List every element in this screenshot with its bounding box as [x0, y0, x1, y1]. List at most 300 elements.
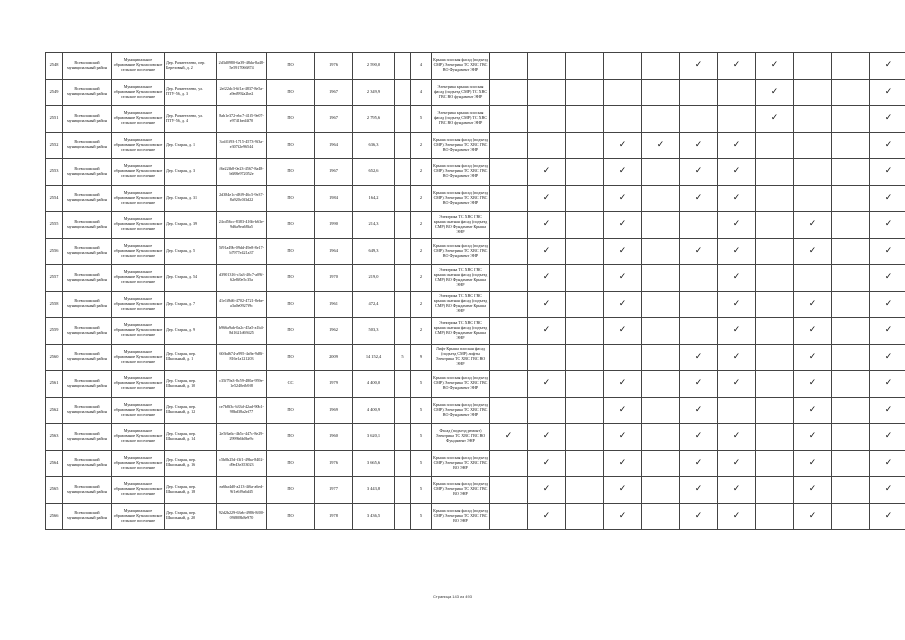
table-row [46, 185, 905, 212]
address-cell: Дер. Старая, д. 5 [165, 238, 217, 265]
build-year-cell: 1984 [315, 185, 353, 212]
empty-mark-cell [642, 238, 680, 265]
empty-mark-cell [756, 132, 794, 159]
empty-mark-cell [566, 318, 604, 345]
works-list-cell: Электрика ТС ХВС ГВС крыша скатная фасад (подъезд СМР) ВО Фундамент Крыша ЭНР [432, 318, 490, 345]
empty-mark-cell [490, 185, 528, 212]
district-cell: Всеволожский муниципальный район [63, 318, 112, 345]
empty-mark-cell [566, 212, 604, 239]
row-number: 2561 [46, 371, 63, 398]
floors-cell [395, 450, 411, 477]
entrances-cell: 5 [411, 477, 432, 504]
ownership-form-cell: СС [267, 371, 315, 398]
municipality-cell: Муниципальное образование Кузьмоловское сельское поселение [112, 265, 165, 292]
build-year-cell: 1967 [315, 159, 353, 186]
check-mark-icon: ✓ [718, 344, 756, 371]
housing-table [45, 52, 905, 530]
works-list-cell: Электрика ТС ХВС ГВС крыша скатная фасад (подъезд СМР) ВО Фундамент Крыша ЭНР [432, 265, 490, 292]
address-cell: Дер. Старая, д. 3 [165, 159, 217, 186]
check-mark-icon: ✓ [680, 159, 718, 186]
check-mark-icon: ✓ [870, 450, 905, 477]
fias-code-cell: 24cd56cc-8383-416b-b63e-9d6a9ea68fa5 [217, 212, 267, 239]
check-mark-icon: ✓ [870, 53, 905, 80]
floors-cell [395, 397, 411, 424]
empty-mark-cell [832, 159, 870, 186]
fias-code-cell: 2d3d0980-6a39-48da-8a48-5e5917066874 [217, 53, 267, 80]
empty-mark-cell [566, 503, 604, 530]
empty-mark-cell [832, 424, 870, 451]
empty-mark-cell [756, 371, 794, 398]
district-cell: Всеволожский муниципальный район [63, 265, 112, 292]
empty-mark-cell [832, 450, 870, 477]
empty-mark-cell [490, 106, 528, 133]
empty-mark-cell [718, 79, 756, 106]
works-list-cell: Крыша плоская фасад (подъезд СМР) Электрика ТС ХВС ГВС ВО ЭНР [432, 477, 490, 504]
area-cell: 164,2 [353, 185, 395, 212]
district-cell: Всеволожский муниципальный район [63, 132, 112, 159]
fias-code-cell: 2d384e1c-d8f9-46c5-9e37-8a920c0f3d22 [217, 185, 267, 212]
area-cell: 3 665,6 [353, 450, 395, 477]
check-mark-icon: ✓ [718, 212, 756, 239]
fias-code-cell: c35f79a3-8c59-480a-959e-1e5240efb9f8 [217, 371, 267, 398]
check-mark-icon: ✓ [528, 371, 566, 398]
ownership-form-cell: ПО [267, 212, 315, 239]
empty-mark-cell [490, 318, 528, 345]
check-mark-icon: ✓ [490, 424, 528, 451]
floors-cell [395, 159, 411, 186]
empty-mark-cell [642, 212, 680, 239]
build-year-cell: 1967 [315, 106, 353, 133]
build-year-cell: 1964 [315, 132, 353, 159]
check-mark-icon: ✓ [870, 238, 905, 265]
check-mark-icon: ✓ [794, 344, 832, 371]
check-mark-icon: ✓ [718, 424, 756, 451]
check-mark-icon: ✓ [604, 424, 642, 451]
area-cell: 472,4 [353, 291, 395, 318]
empty-mark-cell [680, 79, 718, 106]
check-mark-icon: ✓ [604, 397, 642, 424]
district-cell: Всеволожский муниципальный район [63, 371, 112, 398]
empty-mark-cell [566, 291, 604, 318]
check-mark-icon: ✓ [794, 318, 832, 345]
table-row [46, 318, 905, 345]
empty-mark-cell [756, 238, 794, 265]
fias-code-cell: 3cdf1f93-1715-4573-9f3a-e307f2e96544 [217, 132, 267, 159]
build-year-cell: 1976 [315, 53, 353, 80]
table-row [46, 503, 905, 530]
check-mark-icon: ✓ [794, 450, 832, 477]
check-mark-icon: ✓ [680, 397, 718, 424]
check-mark-icon: ✓ [528, 265, 566, 292]
empty-mark-cell [680, 212, 718, 239]
empty-mark-cell [490, 503, 528, 530]
check-mark-icon: ✓ [718, 238, 756, 265]
floors-cell [395, 79, 411, 106]
empty-mark-cell [642, 318, 680, 345]
empty-mark-cell [490, 53, 528, 80]
check-mark-icon: ✓ [794, 238, 832, 265]
district-cell: Всеволожский муниципальный район [63, 344, 112, 371]
ownership-form-cell: ПО [267, 79, 315, 106]
municipality-cell: Муниципальное образование Кузьмоловское сельское поселение [112, 132, 165, 159]
area-cell: 3 443,8 [353, 477, 395, 504]
works-list-cell: Крыша плоская фасад (подъезд СМР) Электрика ТС ХВС ГВС ВО Фундамент ЭНР [432, 159, 490, 186]
empty-mark-cell [832, 132, 870, 159]
empty-mark-cell [566, 106, 604, 133]
fias-code-cell: d3901316-c3a3-40c7-a09f-62e8f0e5c35a [217, 265, 267, 292]
floors-cell [395, 106, 411, 133]
ownership-form-cell: ПО [267, 397, 315, 424]
area-cell: 14 152,4 [353, 344, 395, 371]
empty-mark-cell [566, 344, 604, 371]
entrances-cell: 2 [411, 318, 432, 345]
fias-code-cell: 5f91a49b-09dd-49e8-8e17-b7977e421a37 [217, 238, 267, 265]
empty-mark-cell [642, 185, 680, 212]
municipality-cell: Муниципальное образование Кузьмоловское сельское поселение [112, 79, 165, 106]
area-cell: 4 400,0 [353, 371, 395, 398]
district-cell: Всеволожский муниципальный район [63, 185, 112, 212]
row-number: 2559 [46, 318, 63, 345]
check-mark-icon: ✓ [718, 477, 756, 504]
floors-cell [395, 212, 411, 239]
empty-mark-cell [832, 106, 870, 133]
check-mark-icon: ✓ [680, 185, 718, 212]
empty-mark-cell [566, 185, 604, 212]
works-list-cell: Крыша плоская фасад (подъезд СМР) Электрика ТС ХВС ГВС ВО ЭНР [432, 503, 490, 530]
check-mark-icon: ✓ [680, 450, 718, 477]
empty-mark-cell [528, 132, 566, 159]
empty-mark-cell [832, 185, 870, 212]
empty-mark-cell [642, 477, 680, 504]
works-list-cell: Электрика ТС ХВС ГВС крыша скатная фасад (подъезд СМР) ВО Фундамент Крыша ЭНР [432, 291, 490, 318]
check-mark-icon: ✓ [870, 477, 905, 504]
check-mark-icon: ✓ [604, 238, 642, 265]
empty-mark-cell [490, 397, 528, 424]
empty-mark-cell [794, 159, 832, 186]
build-year-cell: 1961 [315, 291, 353, 318]
address-cell: Дер. Старая, д. 1 [165, 132, 217, 159]
table-row [46, 265, 905, 292]
check-mark-icon: ✓ [870, 397, 905, 424]
check-mark-icon: ✓ [680, 53, 718, 80]
area-cell: 3 620,1 [353, 424, 395, 451]
empty-mark-cell [490, 212, 528, 239]
municipality-cell: Муниципальное образование Кузьмоловское сельское поселение [112, 291, 165, 318]
empty-mark-cell [832, 265, 870, 292]
check-mark-icon: ✓ [718, 291, 756, 318]
empty-mark-cell [794, 106, 832, 133]
check-mark-icon: ✓ [718, 503, 756, 530]
check-mark-icon: ✓ [604, 291, 642, 318]
area-cell: 2 349,9 [353, 79, 395, 106]
municipality-cell: Муниципальное образование Кузьмоловское сельское поселение [112, 238, 165, 265]
empty-mark-cell [642, 79, 680, 106]
works-list-cell: Электрика крыша плоская фасад (подъезд СМР) ТС ХВС ГВС ВО фундамент ЭНР [432, 79, 490, 106]
address-cell: Дер. Старая, пер. Школьный, д. 12 [165, 397, 217, 424]
check-mark-icon: ✓ [870, 503, 905, 530]
check-mark-icon: ✓ [718, 132, 756, 159]
page-footer: Страница 143 из 493 [433, 594, 472, 599]
address-cell: Дер. Старая, д. 31 [165, 185, 217, 212]
empty-mark-cell [566, 397, 604, 424]
empty-mark-cell [756, 212, 794, 239]
area-cell: 214,3 [353, 212, 395, 239]
ownership-form-cell: ПО [267, 106, 315, 133]
empty-mark-cell [566, 159, 604, 186]
build-year-cell: 2009 [315, 344, 353, 371]
empty-mark-cell [642, 344, 680, 371]
check-mark-icon: ✓ [794, 397, 832, 424]
check-mark-icon: ✓ [528, 318, 566, 345]
row-number: 2555 [46, 212, 63, 239]
municipality-cell: Муниципальное образование Кузьмоловское сельское поселение [112, 424, 165, 451]
address-cell: Дер. Старая, пер. Школьный, д. 10 [165, 371, 217, 398]
check-mark-icon: ✓ [718, 53, 756, 80]
empty-mark-cell [680, 291, 718, 318]
table-row [46, 397, 905, 424]
empty-mark-cell [756, 318, 794, 345]
ownership-form-cell: ПО [267, 344, 315, 371]
empty-mark-cell [566, 477, 604, 504]
check-mark-icon: ✓ [718, 318, 756, 345]
check-mark-icon: ✓ [528, 212, 566, 239]
check-mark-icon: ✓ [870, 185, 905, 212]
empty-mark-cell [832, 212, 870, 239]
floors-cell [395, 477, 411, 504]
row-number: 2566 [46, 503, 63, 530]
ownership-form-cell: ПО [267, 159, 315, 186]
district-cell: Всеволожский муниципальный район [63, 159, 112, 186]
build-year-cell: 1960 [315, 424, 353, 451]
ownership-form-cell: ПО [267, 238, 315, 265]
check-mark-icon: ✓ [680, 238, 718, 265]
empty-mark-cell [680, 106, 718, 133]
floors-cell [395, 238, 411, 265]
works-list-cell: Электрика крыша плоская фасад (подъезд СМР) ТС ХВС ГВС ВО фундамент ЭНР [432, 106, 490, 133]
empty-mark-cell [794, 185, 832, 212]
empty-mark-cell [566, 265, 604, 292]
area-cell: 636,3 [353, 132, 395, 159]
municipality-cell: Муниципальное образование Кузьмоловское сельское поселение [112, 344, 165, 371]
empty-mark-cell [490, 371, 528, 398]
check-mark-icon: ✓ [870, 371, 905, 398]
empty-mark-cell [642, 291, 680, 318]
empty-mark-cell [528, 106, 566, 133]
ownership-form-cell: ПО [267, 265, 315, 292]
empty-mark-cell [832, 371, 870, 398]
empty-mark-cell [680, 265, 718, 292]
municipality-cell: Муниципальное образование Кузьмоловское сельское поселение [112, 477, 165, 504]
build-year-cell: 1967 [315, 79, 353, 106]
works-list-cell: Крыша плоская фасад (подъезд СМР) Электрика ТС ХВС ГВС ВО Фундамент ЭНР [432, 132, 490, 159]
ownership-form-cell: ПО [267, 424, 315, 451]
empty-mark-cell [566, 450, 604, 477]
empty-mark-cell [528, 79, 566, 106]
area-cell: 649,3 [353, 238, 395, 265]
table-row [46, 79, 905, 106]
check-mark-icon: ✓ [604, 159, 642, 186]
address-cell: Дер. Разметелево, пер. Березовый, д. 2 [165, 53, 217, 80]
table-row [46, 344, 905, 371]
entrances-cell: 5 [411, 397, 432, 424]
empty-mark-cell [604, 106, 642, 133]
entrances-cell: 5 [411, 106, 432, 133]
district-cell: Всеволожский муниципальный район [63, 397, 112, 424]
empty-mark-cell [566, 238, 604, 265]
empty-mark-cell [566, 132, 604, 159]
works-list-cell: Крыша плоская фасад (подъезд СМР) Электрика ТС ХВС ГВС ВО Фундамент ЭНР [432, 53, 490, 80]
municipality-cell: Муниципальное образование Кузьмоловское сельское поселение [112, 503, 165, 530]
municipality-cell: Муниципальное образование Кузьмоловское сельское поселение [112, 318, 165, 345]
build-year-cell: 1978 [315, 503, 353, 530]
entrances-cell: 5 [411, 450, 432, 477]
municipality-cell: Муниципальное образование Кузьмоловское сельское поселение [112, 53, 165, 80]
works-list-cell: Крыша плоская фасад (подъезд СМР) Электрика ТС ХВС ГВС ВО Фундамент ЭНР [432, 397, 490, 424]
district-cell: Всеволожский муниципальный район [63, 79, 112, 106]
row-number: 2556 [46, 238, 63, 265]
check-mark-icon: ✓ [756, 106, 794, 133]
row-number: 2548 [46, 53, 63, 80]
row-number: 2563 [46, 424, 63, 451]
entrances-cell: 2 [411, 159, 432, 186]
check-mark-icon: ✓ [604, 212, 642, 239]
district-cell: Всеволожский муниципальный район [63, 424, 112, 451]
table-row [46, 291, 905, 318]
check-mark-icon: ✓ [604, 265, 642, 292]
row-number: 2554 [46, 185, 63, 212]
fias-code-cell: 92d2b229-63eb-4986-8f00-09f808b8e970 [217, 503, 267, 530]
floors-cell [395, 53, 411, 80]
table-row [46, 132, 905, 159]
floors-cell [395, 132, 411, 159]
row-number: 2562 [46, 397, 63, 424]
floors-cell [395, 265, 411, 292]
works-list-cell: Крыша плоская фасад (подъезд СМР) Электрика ТС ХВС ГВС ВО ЭНР [432, 450, 490, 477]
check-mark-icon: ✓ [794, 212, 832, 239]
check-mark-icon: ✓ [794, 371, 832, 398]
ownership-form-cell: ПО [267, 503, 315, 530]
empty-mark-cell [832, 318, 870, 345]
row-number: 2558 [46, 291, 63, 318]
check-mark-icon: ✓ [604, 318, 642, 345]
area-cell: 4 400,9 [353, 397, 395, 424]
municipality-cell: Муниципальное образование Кузьмоловское сельское поселение [112, 159, 165, 186]
district-cell: Всеволожский муниципальный район [63, 106, 112, 133]
table-body [46, 53, 905, 530]
check-mark-icon: ✓ [528, 503, 566, 530]
check-mark-icon: ✓ [794, 424, 832, 451]
empty-mark-cell [756, 291, 794, 318]
municipality-cell: Муниципальное образование Кузьмоловское сельское поселение [112, 397, 165, 424]
entrances-cell: 5 [411, 424, 432, 451]
empty-mark-cell [794, 79, 832, 106]
empty-mark-cell [832, 397, 870, 424]
empty-mark-cell [756, 265, 794, 292]
municipality-cell: Муниципальное образование Кузьмоловское сельское поселение [112, 185, 165, 212]
empty-mark-cell [794, 132, 832, 159]
row-number: 2552 [46, 132, 63, 159]
empty-mark-cell [642, 53, 680, 80]
works-list-cell: Лифт Крыша плоская фасад (подъезд СМР) лифты Электрика ТС ХВС ГВС ВО ЭНР [432, 344, 490, 371]
works-list-cell: Крыша плоская фасад (подъезд СМР) Электрика ТС ХВС ГВС ВО Фундамент ЭНР [432, 238, 490, 265]
empty-mark-cell [490, 238, 528, 265]
row-number: 2565 [46, 477, 63, 504]
row-number: 2551 [46, 106, 63, 133]
empty-mark-cell [832, 503, 870, 530]
check-mark-icon: ✓ [870, 265, 905, 292]
table-row [46, 53, 905, 80]
empty-mark-cell [528, 53, 566, 80]
address-cell: Дер. Старая, д. 39 [165, 212, 217, 239]
empty-mark-cell [490, 79, 528, 106]
empty-mark-cell [756, 159, 794, 186]
empty-mark-cell [490, 477, 528, 504]
empty-mark-cell [832, 238, 870, 265]
empty-mark-cell [566, 371, 604, 398]
empty-mark-cell [642, 265, 680, 292]
ownership-form-cell: ПО [267, 132, 315, 159]
empty-mark-cell [490, 265, 528, 292]
address-cell: Дер. Старая, пер. Школьный, д. 14 [165, 424, 217, 451]
ownership-form-cell: ПО [267, 477, 315, 504]
works-list-cell: Крыша плоская фасад (подъезд СМР) Электрика ТС ХВС ГВС ВО Фундамент ЭНР [432, 371, 490, 398]
check-mark-icon: ✓ [604, 503, 642, 530]
check-mark-icon: ✓ [794, 477, 832, 504]
entrances-cell: 5 [411, 503, 432, 530]
empty-mark-cell [794, 53, 832, 80]
check-mark-icon: ✓ [718, 371, 756, 398]
entrances-cell: 2 [411, 265, 432, 292]
check-mark-icon: ✓ [528, 159, 566, 186]
empty-mark-cell [794, 265, 832, 292]
fias-code-cell: f6e22fb8-0e23-4567-8a48-b688e972052e [217, 159, 267, 186]
table-row [46, 477, 905, 504]
empty-mark-cell [642, 450, 680, 477]
check-mark-icon: ✓ [870, 424, 905, 451]
fias-code-cell: 2e5f6a6c-4b5c-447c-8e29-2999b6b0be9c [217, 424, 267, 451]
row-number: 2549 [46, 79, 63, 106]
empty-mark-cell [642, 424, 680, 451]
area-cell: 503,3 [353, 318, 395, 345]
empty-mark-cell [490, 159, 528, 186]
floors-cell: 5 [395, 344, 411, 371]
build-year-cell: 1979 [315, 371, 353, 398]
check-mark-icon: ✓ [528, 291, 566, 318]
floors-cell [395, 318, 411, 345]
empty-mark-cell [490, 132, 528, 159]
check-mark-icon: ✓ [680, 503, 718, 530]
floors-cell [395, 503, 411, 530]
entrances-cell: 2 [411, 185, 432, 212]
check-mark-icon: ✓ [718, 159, 756, 186]
district-cell: Всеволожский муниципальный район [63, 238, 112, 265]
empty-mark-cell [756, 424, 794, 451]
empty-mark-cell [490, 291, 528, 318]
build-year-cell: 1962 [315, 318, 353, 345]
row-number: 2553 [46, 159, 63, 186]
district-cell: Всеволожский муниципальный район [63, 450, 112, 477]
check-mark-icon: ✓ [604, 450, 642, 477]
municipality-cell: Муниципальное образование Кузьмоловское сельское поселение [112, 212, 165, 239]
floors-cell [395, 185, 411, 212]
check-mark-icon: ✓ [528, 450, 566, 477]
district-cell: Всеволожский муниципальный район [63, 503, 112, 530]
area-cell: 2 590,0 [353, 53, 395, 80]
empty-mark-cell [490, 344, 528, 371]
row-number: 2557 [46, 265, 63, 292]
table-row [46, 106, 905, 133]
ownership-form-cell: ПО [267, 318, 315, 345]
